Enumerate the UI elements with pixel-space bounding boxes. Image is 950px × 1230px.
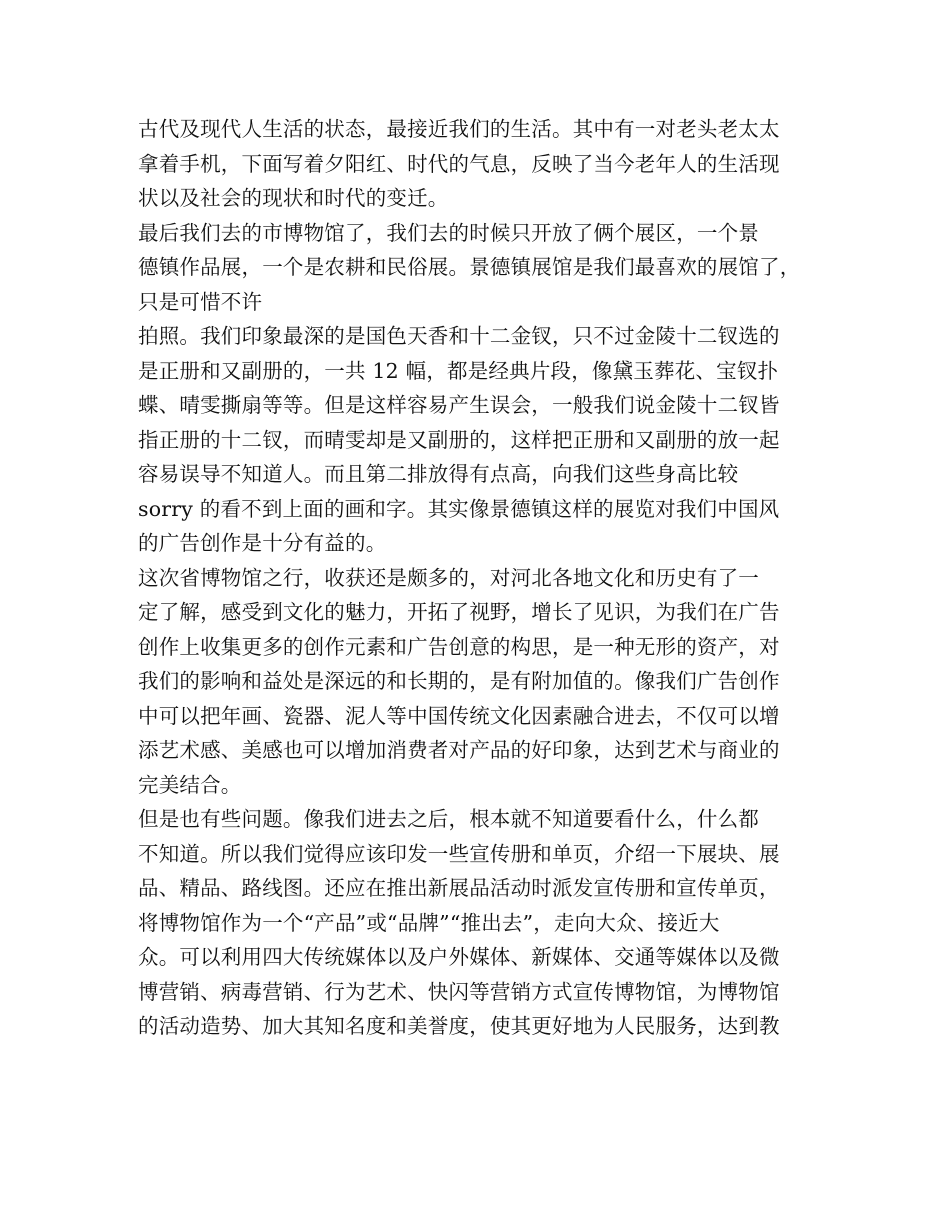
body-text (138, 112, 828, 1044)
text-line: 众。可以利用四大传统媒体以及户外媒体、新媒体、交通等媒体以及微 (138, 945, 780, 969)
text-line: 蝶、晴雯撕扇等等。但是这样容易产生误会，一般我们说金陵十二钗皆 (138, 393, 780, 417)
text-line: 创作上收集更多的创作元素和广告创意的构思，是一种无形的资产，对 (138, 634, 780, 659)
text-line: 状以及社会的现状和时代的变迁。 (138, 186, 449, 210)
text-line: 将博物馆作为一个“产品”或“品牌”“推出去”，走向大众、接近大 (138, 910, 720, 935)
text-line: 我们的影响和益处是深远的和长期的，是有附加值的。像我们广告创作 (138, 669, 780, 693)
text-line: 的活动造势、加大其知名度和美誉度，使其更好地为人民服务，达到教 (138, 1014, 780, 1038)
text-line: 博营销、病毒营销、行为艺术、快闪等营销方式宣传博物馆，为博物馆 (138, 979, 780, 1004)
text-line: 但是也有些问题。像我们进去之后，根本就不知道要看什么，什么都 (138, 807, 759, 831)
text-line: 拿着手机，下面写着夕阳红、时代的气息，反映了当今老年人的生活现 (138, 151, 780, 176)
text-line: 德镇作品展，一个是农耕和民俗展。景德镇展馆是我们最喜欢的展馆了， (138, 255, 801, 279)
text-line: 添艺术感、美感也可以增加消费者对产品的好印象，达到艺术与商业的 (138, 738, 780, 762)
text-line: 中可以把年画、瓷器、泥人等中国传统文化因素融合进去，不仅可以增 (138, 703, 780, 728)
text-line: 只是可惜不许 (138, 289, 263, 314)
text-line: 品、精品、路线图。还应在推出新展品活动时派发宣传册和宣传单页， (138, 876, 780, 900)
text-line: 最后我们去的市博物馆了，我们去的时候只开放了俩个展区，一个景 (138, 220, 759, 245)
text-line: 定了解，感受到文化的魅力，开拓了视野，增长了见识，为我们在广告 (138, 600, 780, 624)
text-line: 完美结合。 (138, 772, 242, 797)
text-line: 是正册和又副册的，一共 12 幅，都是经典片段，像黛玉葬花、宝钗扑 (138, 358, 779, 383)
text-line: 古代及现代人生活的状态，最接近我们的生活。其中有一对老头老太太 (138, 117, 780, 141)
text-line: 这次省博物馆之行，收获还是颇多的，对河北各地文化和历史有了一 (138, 565, 759, 590)
text-line: 不知道。所以我们觉得应该印发一些宣传册和单页，介绍一下展块、展 (138, 841, 780, 866)
text-line: 容易误导不知道人。而且第二排放得有点高，向我们这些身高比较 (138, 462, 739, 486)
text-line: 指正册的十二钗，而晴雯却是又副册的，这样把正册和又副册的放一起 (138, 427, 780, 452)
text-line: 的广告创作是十分有益的。 (138, 531, 387, 555)
text-line: 拍照。我们印象最深的是国色天香和十二金钗，只不过金陵十二钗选的 (138, 324, 780, 348)
text-line: sorry 的看不到上面的画和字。其实像景德镇这样的展览对我们中国风 (138, 496, 780, 521)
